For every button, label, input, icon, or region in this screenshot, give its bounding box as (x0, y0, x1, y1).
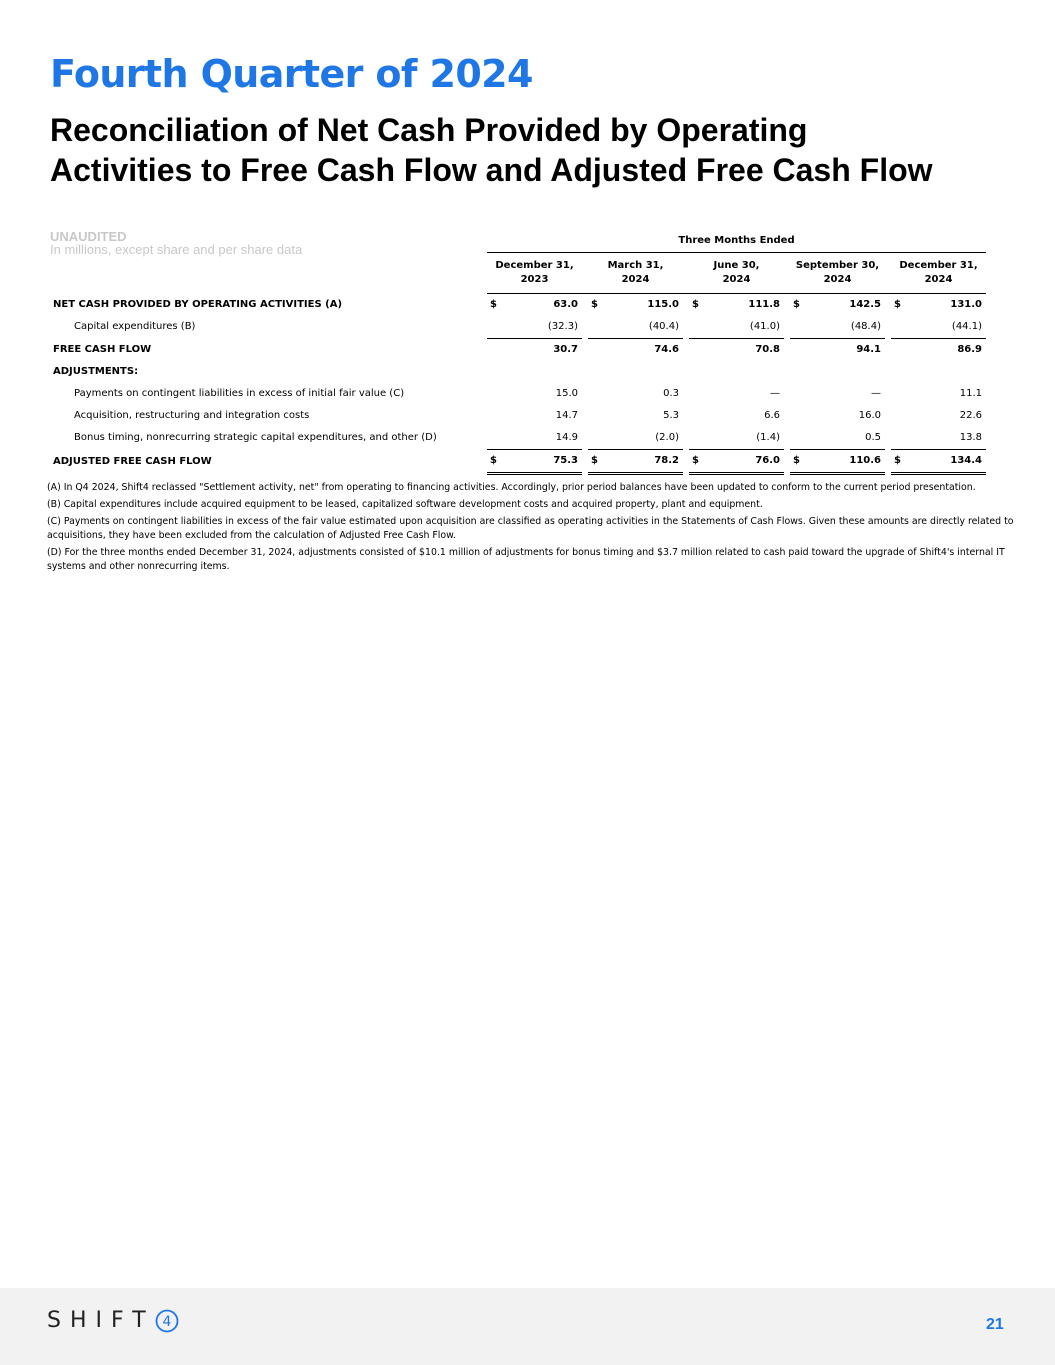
page-title: Fourth Quarter of 2024 (50, 52, 533, 96)
table-row-capex (48, 316, 986, 339)
table-cell: 30.7 (553, 344, 578, 355)
table-cell: $ 115.0 (591, 299, 679, 310)
subtitle-line-1: Reconciliation of Net Cash Provided by Operating (50, 112, 808, 148)
table-cell: (32.3) (487, 316, 582, 339)
table-row-net-cash (48, 293, 986, 316)
table-row-adjustments-header (48, 361, 986, 383)
logo-text: SHIFT (47, 1308, 155, 1333)
table-cell: 13.8 (891, 427, 986, 450)
footnote-b: (B) Capital expenditures include acquired equipment to be leased, capitalized software development costs and acquired property, plant and equipment. (47, 499, 763, 510)
footnotes (47, 481, 1022, 577)
group-header: Three Months Ended (487, 230, 986, 252)
row-label: Payments on contingent liabilities in excess of initial fair value (C) (74, 388, 405, 399)
table-cell: — (770, 388, 780, 399)
table-cell: $ 142.5 (793, 299, 881, 310)
table-cell: 16.0 (858, 410, 881, 421)
table-cell: 0.5 (790, 427, 885, 450)
table-cell: 14.9 (487, 427, 582, 450)
row-label: Bonus timing, nonrecurring strategic capital expenditures, and other (D) (74, 432, 437, 444)
column-header: June 30, 2024 (689, 252, 784, 293)
table-cell: — (871, 388, 881, 399)
table-cell: 6.6 (764, 410, 780, 421)
table-row-acquisition (48, 405, 986, 427)
footnote-a: (A) In Q4 2024, Shift4 reclassed "Settlement activity, net" from operating to financing activities. Accordingly, prior period balances have been updated to conform to the current period presentation. (47, 482, 976, 493)
column-header-row (48, 252, 986, 293)
table-cell: $ 134.4 (891, 449, 986, 473)
table-cell: (44.1) (891, 316, 986, 339)
units-note: In millions, except share and per share data (50, 242, 303, 257)
unaudited-label: UNAUDITED (50, 229, 127, 244)
table-row-contingent (48, 383, 986, 405)
row-label: ADJUSTMENTS: (53, 366, 139, 377)
table-row-adjusted-fcf (48, 449, 986, 473)
table-cell: 14.7 (555, 410, 578, 421)
row-label: Capital expenditures (B) (74, 321, 196, 333)
row-label: Acquisition, restructuring and integration costs (74, 410, 310, 421)
table-cell: $ 63.0 (490, 299, 578, 310)
table-cell: (48.4) (790, 316, 885, 339)
page-subtitle (50, 110, 933, 190)
row-label: ADJUSTED FREE CASH FLOW (53, 455, 212, 467)
table-cell: (40.4) (588, 316, 683, 339)
table-cell: $ 75.3 (487, 449, 582, 473)
row-label: NET CASH PROVIDED BY OPERATING ACTIVITIES (A) (53, 298, 343, 310)
table-cell: 0.3 (663, 388, 679, 399)
column-header: September 30, 2024 (790, 252, 885, 293)
column-header: December 31, 2024 (891, 252, 986, 293)
table-cell: $ 131.0 (894, 299, 982, 310)
table-cell: 74.6 (654, 344, 679, 355)
table-cell: $ 78.2 (588, 449, 683, 473)
page-number: 21 (986, 1316, 1004, 1333)
table-cell: 11.1 (959, 388, 982, 399)
shift4-logo (47, 1308, 179, 1333)
table-cell: (1.4) (689, 427, 784, 450)
column-header: March 31, 2024 (588, 252, 683, 293)
table-cell: 22.6 (959, 410, 982, 421)
table-cell: $ 110.6 (790, 449, 885, 473)
table-cell: (41.0) (689, 316, 784, 339)
svg-text:4: 4 (162, 1313, 172, 1330)
subtitle-line-2: Activities to Free Cash Flow and Adjusted Free Cash Flow (50, 152, 933, 188)
table-row-fcf (48, 338, 986, 361)
table-cell: 5.3 (663, 410, 679, 421)
table-cell: 94.1 (856, 344, 881, 355)
table-cell: $ 76.0 (689, 449, 784, 473)
cash-flow-table (48, 230, 986, 475)
logo-four-circle-icon (155, 1309, 179, 1333)
table-cell: $ 111.8 (692, 299, 780, 310)
group-header-row (48, 230, 986, 252)
table-row-bonus (48, 427, 986, 450)
footnote-c: (C) Payments on contingent liabilities in excess of the fair value estimated upon acquisition are classified as operating activities in the Statements of Cash Flows. Given these amounts are directly related to acquisitions, they have been excluded from the calculation of Adjusted Free Cash Flow. (47, 516, 1014, 541)
table-cell: 70.8 (755, 344, 780, 355)
table-cell: 86.9 (957, 344, 982, 355)
row-label: FREE CASH FLOW (53, 343, 152, 355)
table-cell: 15.0 (555, 388, 578, 399)
column-header: December 31, 2023 (487, 252, 582, 293)
footnote-d: (D) For the three months ended December 31, 2024, adjustments consisted of $10.1 million of adjustments for bonus timing and $3.7 million related to cash paid toward the upgrade of Shift4's internal IT systems and other nonrecurring items. (47, 547, 1005, 572)
table-cell: (2.0) (588, 427, 683, 450)
